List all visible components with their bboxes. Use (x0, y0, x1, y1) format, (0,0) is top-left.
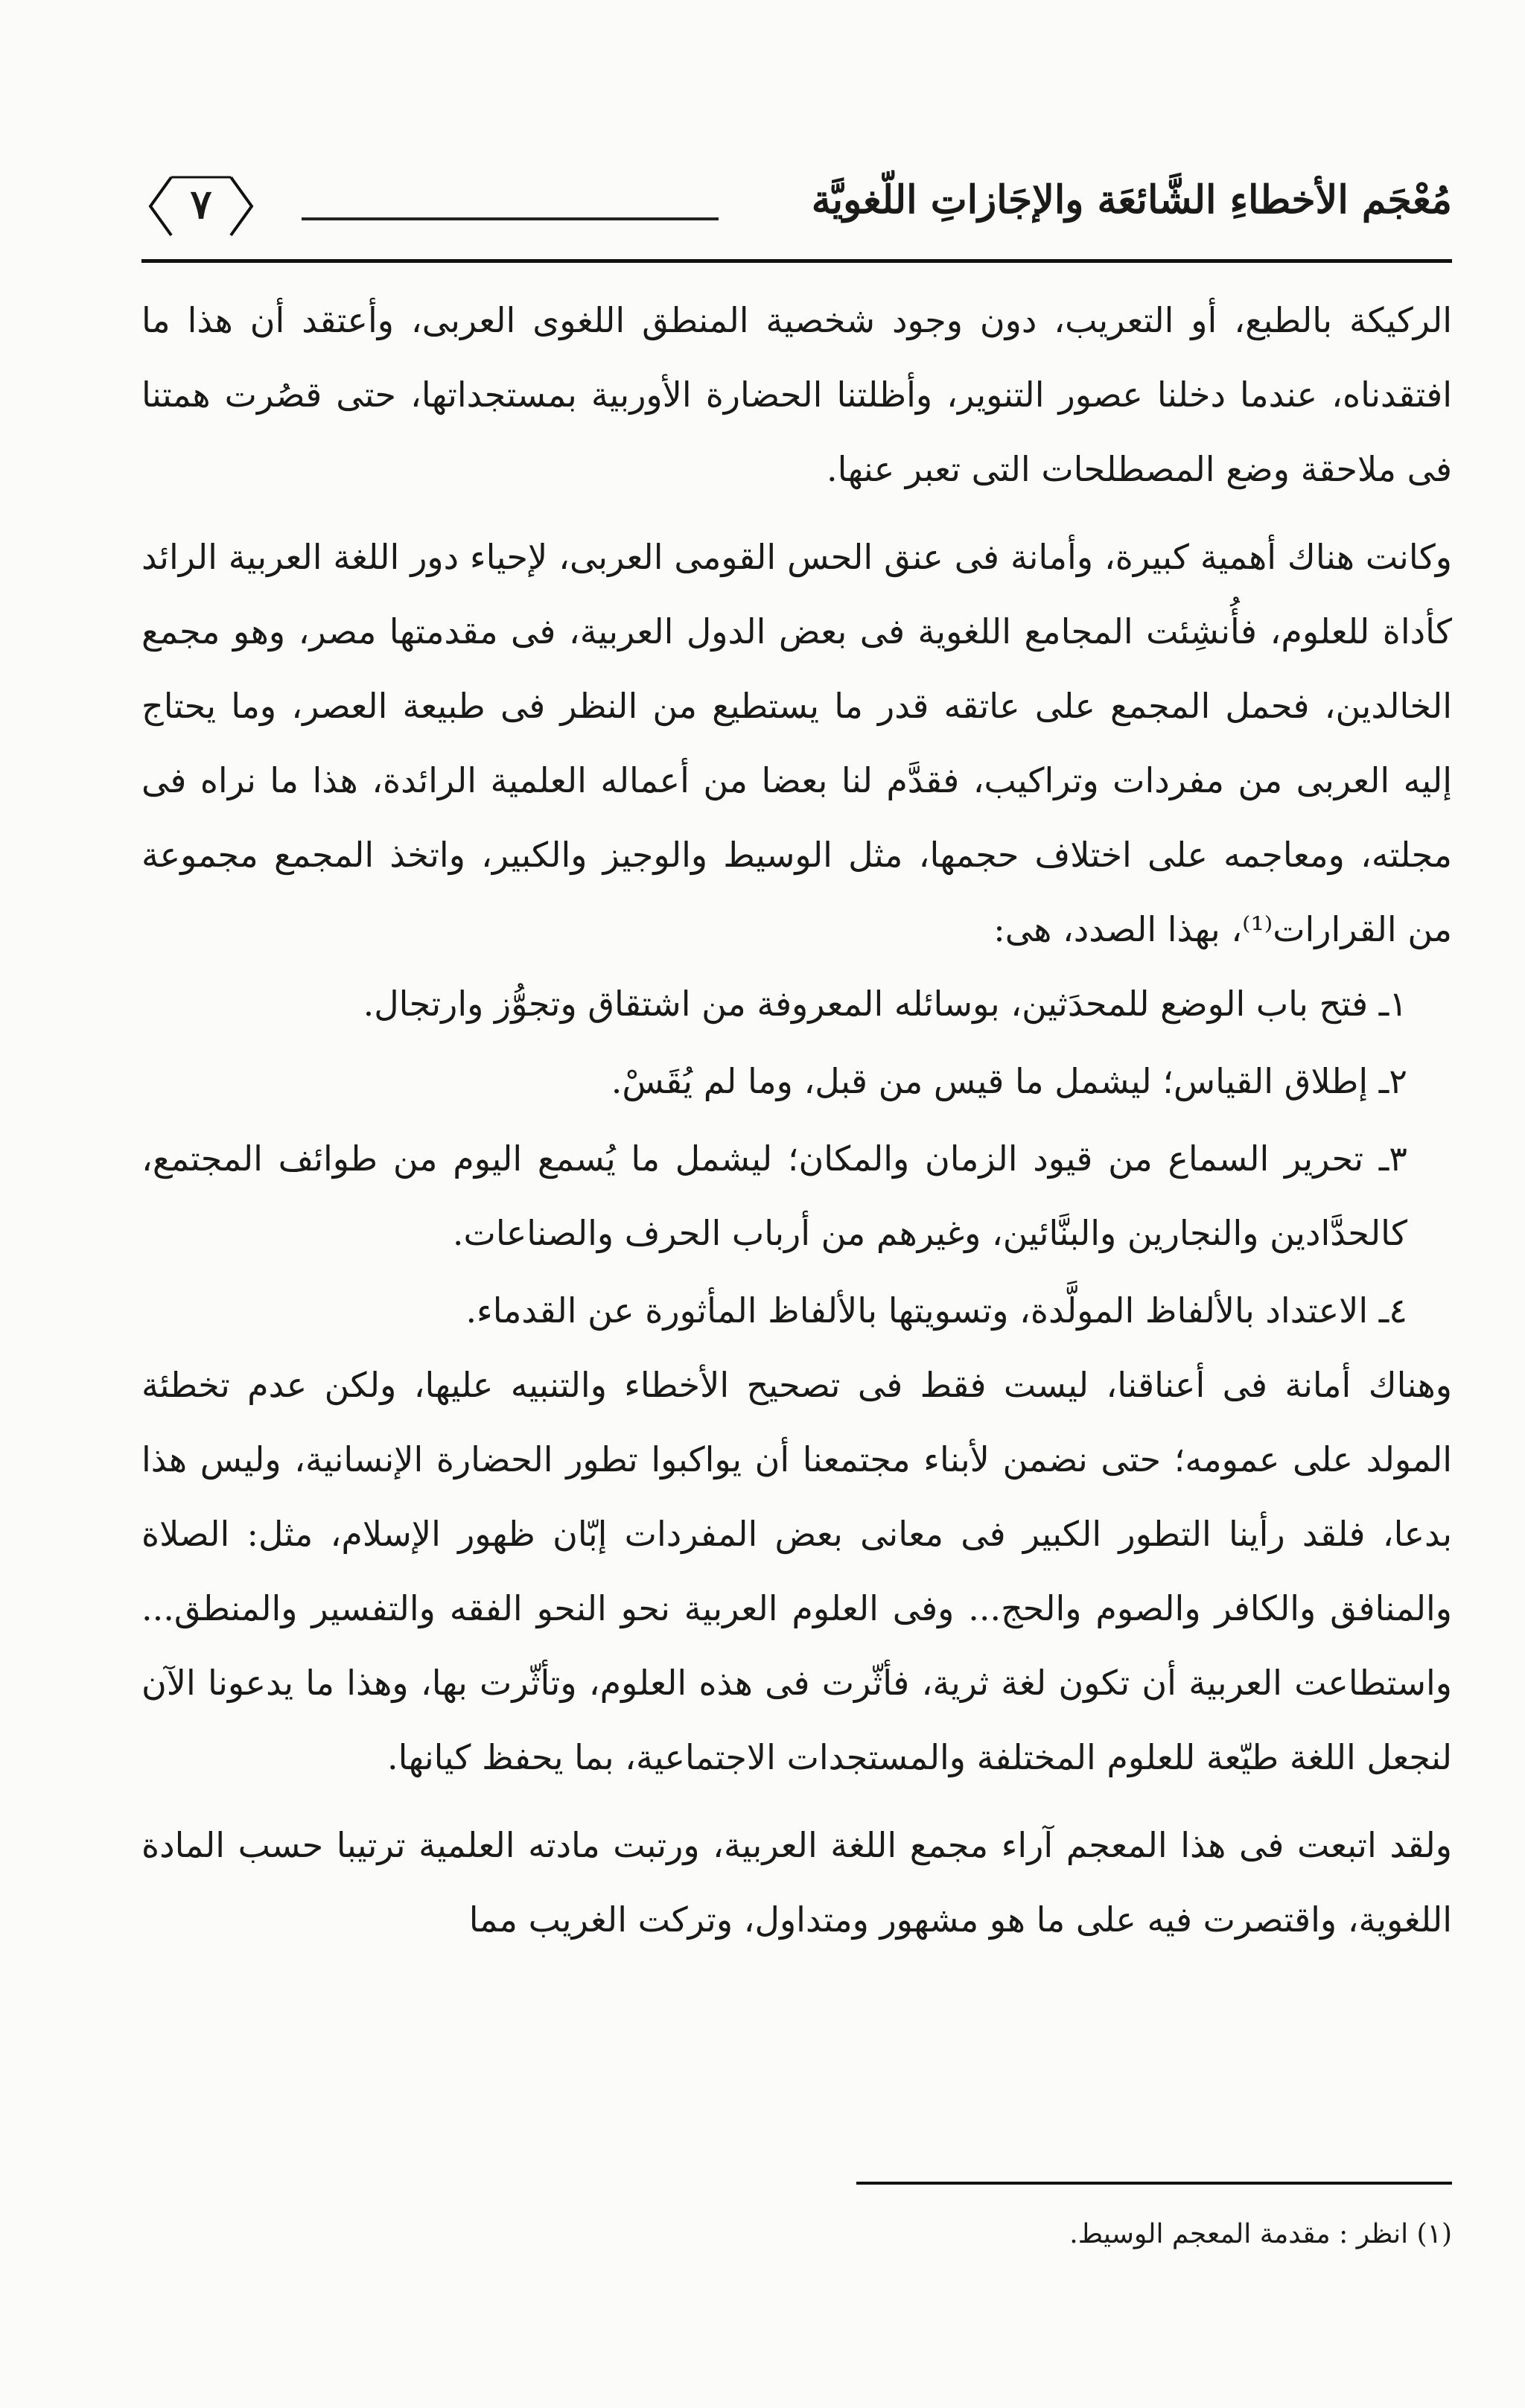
footnote-rule (856, 2182, 1452, 2185)
list-item: ٢ـ إطلاق القياس؛ ليشمل ما قيس من قبل، وما لم يُقَسْ. (611, 1061, 1407, 1101)
paragraph-2: وكانت هناك أهمية كبيرة، وأمانة فى عنق الحس القومى العربى، لإحياء دور اللغة العربية الرائد كأداة للعلوم، فأُنشِئت المجامع اللغوية فى بعض الدول العربية، فى مقدمتها مصر، وهو مجمع الخالدين، فحمل المجمع على عاتقه قدر ما يستطيع من النظر فى طبيعة العصر، وما يحتاج إليه العربى من مفردات وتراكيب، فقدَّم لنا بعضا من أعماله العلمية الرائدة، هذا ما نراه فى مجلته، ومعاجمه على اختلاف حجمها، مثل الوسيط والوجيز والكبير، واتخذ المجمع مجموعة من القرارات⁽¹⁾، بهذا الصدد، هى: (141, 537, 1452, 949)
page-number: ٧ (190, 180, 212, 228)
list-item: ٣ـ تحرير السماع من قيود الزمان والمكان؛ ليشمل ما يُسمع اليوم من طوائف المجتمع، كالحدَّادين والنجارين والبنَّائين، وغيرهم من أرباب الحرف والصناعات. (141, 1138, 1407, 1253)
footnote: (١) انظر : مقدمة المعجم الوسيط. (1069, 2219, 1452, 2249)
paragraph-3: وهناك أمانة فى أعناقنا، ليست فقط فى تصحيح الأخطاء والتنبيه عليها، ولكن عدم تخطئة المولد على عمومه؛ حتى نضمن لأبناء مجتمعنا أن يواكبوا تطور الحضارة الإنسانية، وليس هذا بدعا، فلقد رأينا التطور الكبير فى معانى بعض المفردات إبّان ظهور الإسلام، مثل: الصلاة والمنافق والكافر والصوم والحج... وفى العلوم العربية نحو النحو الفقه والتفسير والمنطق... واستطاعت العربية أن تكون لغة ثرية، فأثّرت فى هذه العلوم، وتأثّرت بها، وهذا ما يدعونا الآن لنجعل اللغة طيّعة للعلوم المختلفة والمستجدات الاجتماعية، بما يحفظ كيانها. (141, 1365, 1452, 1777)
main-text (141, 283, 1452, 1957)
page-number-frame (141, 171, 261, 242)
paragraph-1: الركيكة بالطبع، أو التعريب، دون وجود شخصية المنطق اللغوى العربى، وأعتقد أن هذا ما افتقدناه، عندما دخلنا عصور التنوير، وأظلتنا الحضارة الأوربية بمستجداتها، حتى قصُرت همتنا فى ملاحقة وضع المصطلحات التى تعبر عنها. (141, 300, 1452, 489)
header-rule (141, 259, 1452, 263)
paragraph-4: ولقد اتبعت فى هذا المعجم آراء مجمع اللغة العربية، ورتبت مادته العلمية ترتيبا حسب المادة اللغوية، واقتصرت فيه على ما هو مشهور ومتداول، وتركت الغريب مما (141, 1825, 1452, 1940)
list-item: ١ـ فتح باب الوضع للمحدَثين، بوسائله المعروفة من اشتقاق وتجوُّز وارتجال. (363, 984, 1407, 1024)
header-dash-line (302, 217, 719, 220)
decisions-list (141, 966, 1452, 1348)
list-item: ٤ـ الاعتداد بالألفاظ المولَّدة، وتسويتها بالألفاظ المأثورة عن القدماء. (465, 1290, 1407, 1331)
running-header (141, 171, 1452, 261)
book-title: مُعْجَم الأخطاءِ الشَّائعَة والإجَازاتِ اللّغويَّة (811, 177, 1452, 223)
page (141, 171, 1452, 2331)
